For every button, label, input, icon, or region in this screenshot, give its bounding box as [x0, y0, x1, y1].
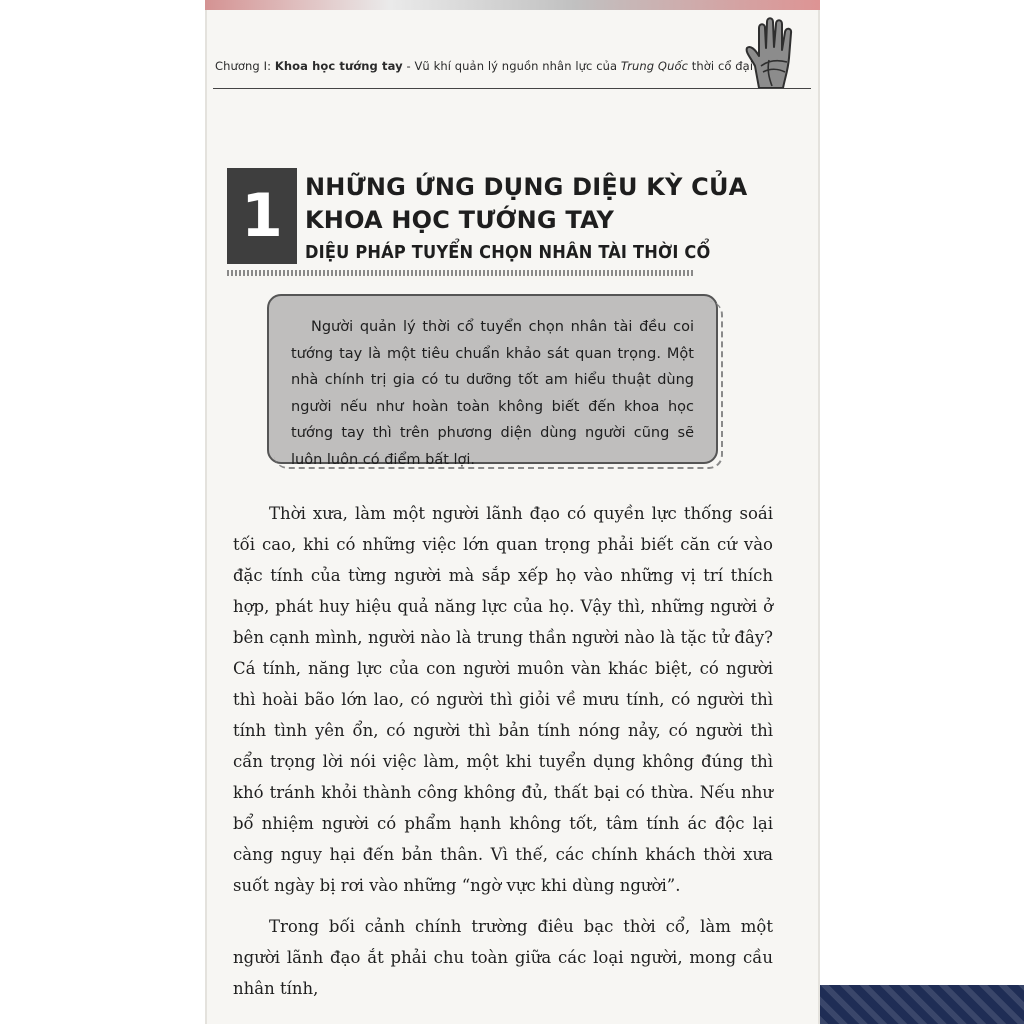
chapter-title-rest: - Vũ khí quản lý nguồn nhân lực của [402, 59, 621, 73]
chapter-title-bold: Khoa học tướng tay [274, 59, 403, 73]
chapter-title-italic: Trung Quốc [620, 59, 689, 73]
book-page [205, 10, 820, 1024]
section-subtitle: DIỆU PHÁP TUYỂN CHỌN NHÂN TÀI THỜI CỔ [305, 242, 711, 263]
chapter-title-end: thời cổ đại [688, 59, 754, 73]
chapter-prefix: Chương I: [215, 59, 275, 73]
dotted-divider [227, 270, 695, 276]
section-title-line1: NHỮNG ỨNG DỤNG DIỆU KỲ CỦA [305, 173, 748, 201]
palm-hand-icon [739, 14, 811, 92]
section-title-line2: KHOA HỌC TƯỚNG TAY [305, 206, 615, 234]
running-header [215, 58, 755, 80]
section-number: 1 [241, 181, 283, 251]
body-paragraph-1: Thời xưa, làm một người lãnh đạo có quyền lực thống soái tối cao, khi có những việc lớn quan trọng phải biết căn cứ vào đặc tính của từng người mà sắp xếp họ vào những vị trí thích hợp, phát huy hiệu quả năng lực của họ. Vậy thì, những người ở bên cạnh mình, người nào là trung thần người nào là tặc tử đây? Cá tính, năng lực của con người muôn vàn khác biệt, có người thì hoài bão lớn lao, có người thì giỏi về mưu tính, có người thì tính tình yên ổn, có người thì bản tính nóng nảy, có người thì cẩn trọng lời nói việc làm, một khi tuyển dụng không đúng thì khó tránh khỏi thành công không đủ, thất bại có thừa. Nếu như bổ nhiệm người có phẩm hạnh không tốt, tâm tính ác độc lại càng nguy hại đến bản thân. Vì thế, các chính khách thời xưa suốt ngày bị rơi vào những “ngờ vực khi dùng người”. [233, 504, 773, 895]
summary-callout-box [267, 294, 718, 468]
header-rule [213, 88, 811, 89]
body-paragraph-2: Trong bối cảnh chính trường điêu bạc thời cổ, làm một người lãnh đạo ắt phải chu toàn giữa các loại người, mong cầu nhân tính, [233, 917, 773, 998]
body-text [233, 498, 773, 1004]
callout-text: Người quản lý thời cổ tuyển chọn nhân tài đều coi tướng tay là một tiêu chuẩn khảo sát quan trọng. Một nhà chính trị gia có tu dưỡng tốt am hiểu thuật dùng người nếu như hoàn toàn không biết đến khoa học tướng tay thì trên phương diện dùng người cũng sẽ luôn luôn có điểm bất lợi. [291, 319, 694, 468]
section-number-badge [227, 168, 297, 264]
